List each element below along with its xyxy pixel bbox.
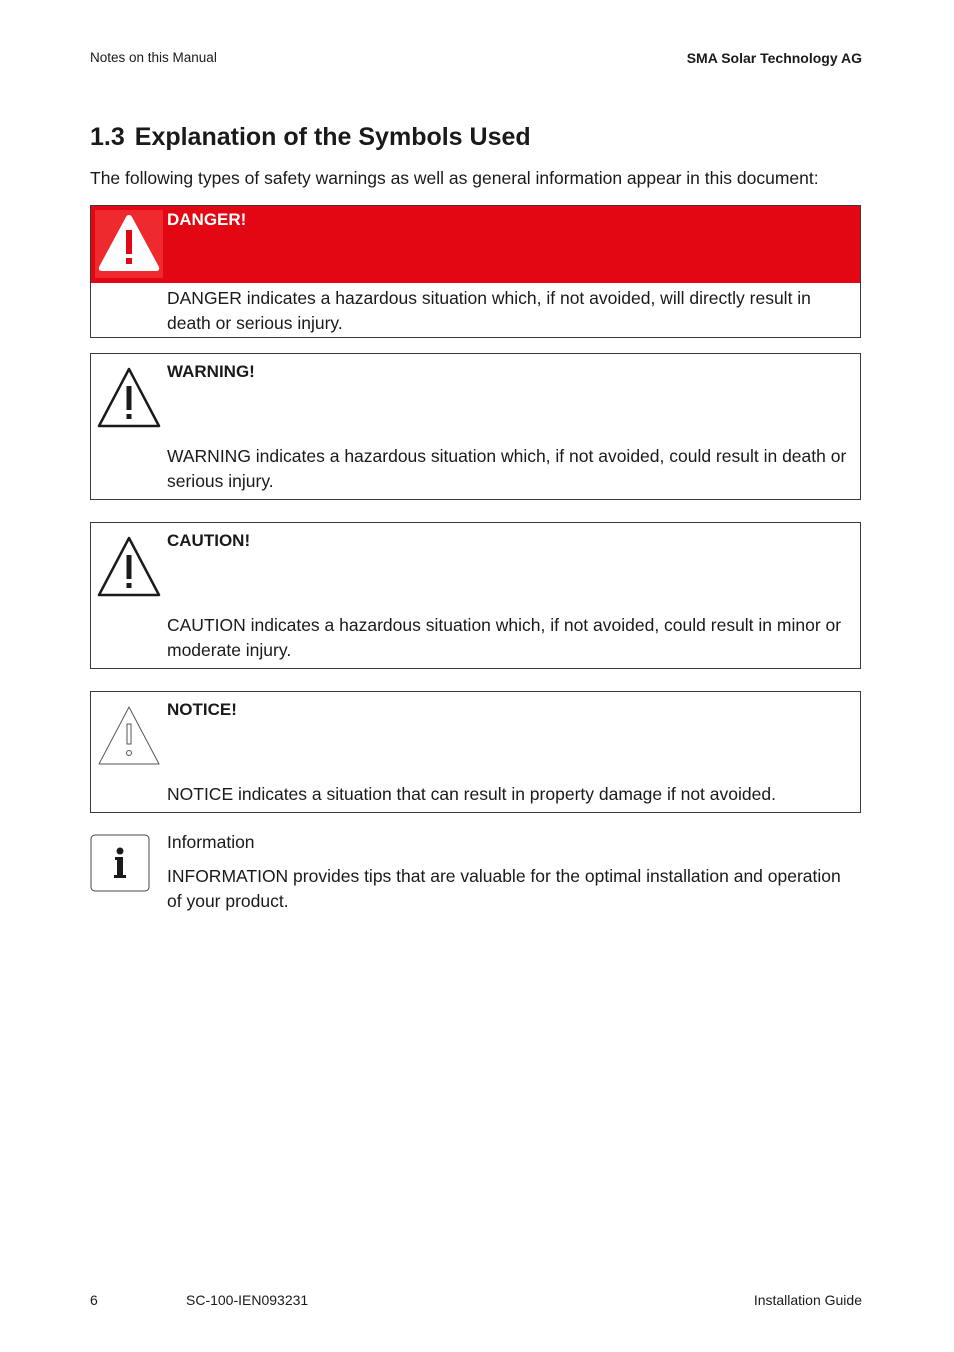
caution-label: CAUTION! [167, 531, 251, 550]
danger-triangle-icon [95, 210, 163, 278]
header-section-name: Notes on this Manual [90, 50, 217, 65]
information-text: INFORMATION provides tips that are valuable for the optimal installation and operation of your product. [167, 866, 841, 911]
notice-box [90, 691, 861, 813]
section-intro: The following types of safety warnings as well as general information appear in this document: [90, 168, 819, 188]
footer-document-type: Installation Guide [753, 1292, 862, 1308]
caution-text: CAUTION indicates a hazardous situation which, if not avoided, could result in minor or moderate injury. [167, 615, 842, 660]
notice-triangle-icon [95, 702, 163, 770]
info-icon [90, 834, 150, 892]
caution-triangle-icon [95, 533, 163, 601]
danger-text: DANGER indicates a hazardous situation which, if not avoided, will directly result in death or serious injury. [167, 288, 811, 333]
information-title: Information [167, 832, 255, 852]
section-title-text: Explanation of the Symbols Used [134, 123, 531, 151]
header-company-name: SMA Solar Technology AG [686, 50, 862, 66]
section-number: 1.3 [90, 123, 125, 151]
section-title [90, 123, 531, 152]
danger-header-band [91, 206, 860, 283]
footer-page-number: 6 [90, 1292, 98, 1308]
danger-label: DANGER! [167, 210, 247, 229]
warning-label: WARNING! [167, 362, 255, 381]
notice-label: NOTICE! [167, 700, 237, 719]
warning-box [90, 353, 861, 500]
footer-document-code: SC-100-IEN093231 [186, 1292, 309, 1308]
notice-text: NOTICE indicates a situation that can result in property damage if not avoided. [167, 784, 776, 804]
warning-triangle-icon [95, 364, 163, 432]
warning-text: WARNING indicates a hazardous situation which, if not avoided, could result in death or serious injury. [167, 446, 847, 491]
danger-box [90, 205, 861, 338]
caution-box [90, 522, 861, 669]
